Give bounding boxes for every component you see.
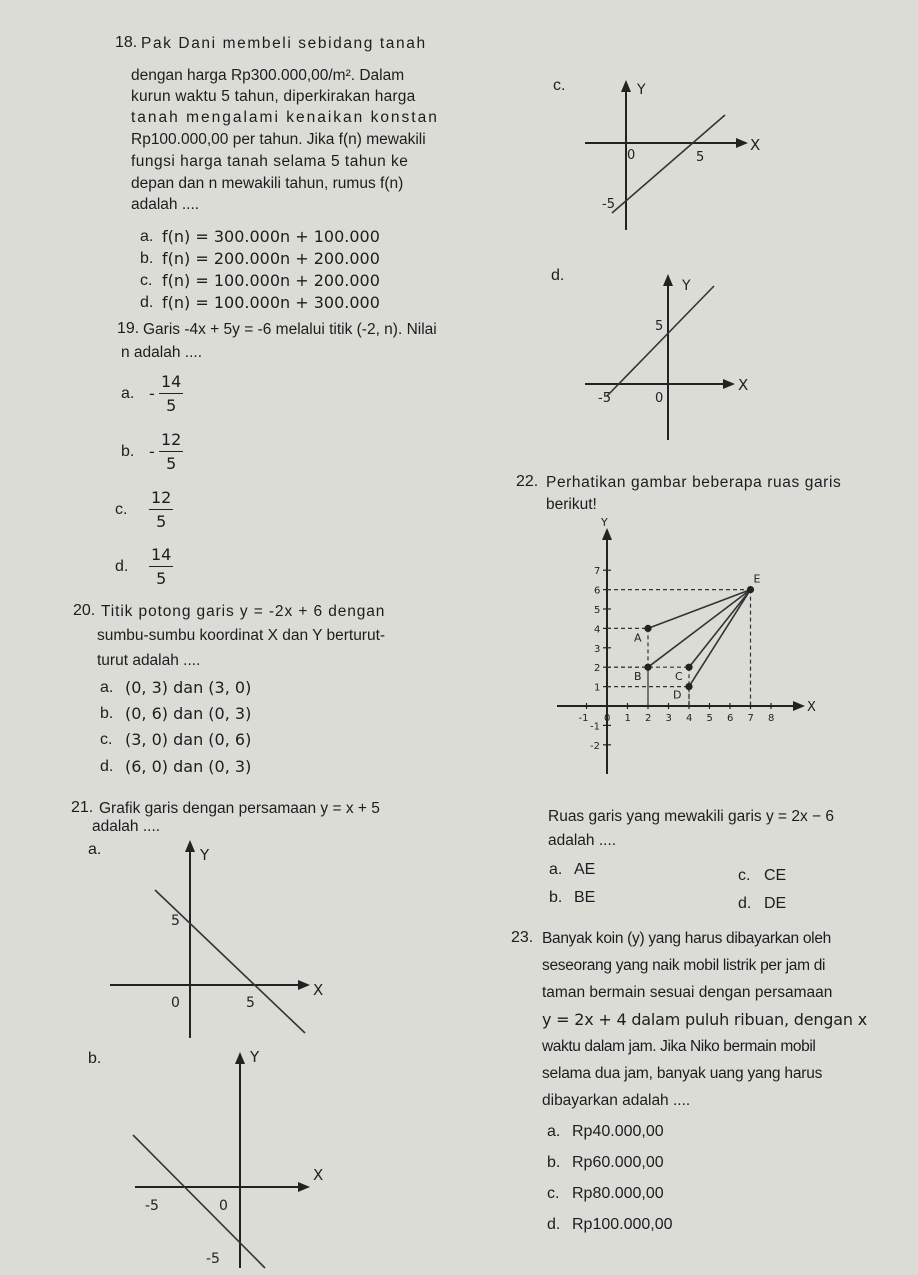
q18-option-d-text: f(n) = 100.000n + 300.000 [162, 293, 380, 312]
tick-x-value: 5 [696, 150, 705, 165]
q19-option-b-den: 5 [166, 454, 177, 473]
q19-option-b-fraction [159, 430, 183, 473]
q20-option-c-text: (3, 0) dan (0, 6) [125, 730, 252, 749]
tick-origin: 0 [627, 148, 636, 163]
q18-option-c-text: f(n) = 100.000n + 200.000 [162, 271, 380, 290]
tick-y-value: 5 [655, 319, 664, 334]
q22-number: 22. [516, 473, 539, 490]
x-tick-label: -1 [578, 713, 589, 724]
point-e [747, 586, 754, 593]
graph-line [155, 890, 305, 1033]
q21-line-2: adalah .... [92, 818, 161, 835]
y-tick-label: 2 [594, 663, 601, 675]
q22-option-b-label[interactable]: b. [549, 889, 563, 906]
q22-option-a-label[interactable]: a. [549, 861, 563, 878]
points [634, 573, 761, 702]
y-axis-arrow [185, 840, 195, 852]
q19-option-c-label[interactable]: c. [115, 501, 128, 518]
tick-y-value: 5 [171, 913, 180, 929]
q18-line-3: kurun waktu 5 tahun, diperkirakan harga [131, 88, 416, 105]
q20-option-d-label[interactable]: d. [100, 758, 114, 775]
q18-line-4: tanah mengalami kenaikan konstan [131, 109, 439, 126]
q19-option-d-fraction [149, 545, 173, 588]
y-tick-label: 7 [594, 566, 601, 578]
y-axis-arrow [235, 1052, 245, 1064]
q19-option-b-label[interactable]: b. [121, 443, 135, 460]
q20-number: 20. [73, 602, 96, 619]
tick-x-value: -5 [145, 1198, 159, 1214]
q23-option-c-label[interactable]: c. [547, 1185, 560, 1202]
q23-line-2: seseorang yang naik mobil listrik per jam di [542, 957, 826, 974]
q23-option-a-text: Rp40.000,00 [572, 1123, 664, 1140]
q19-number: 19. [117, 320, 140, 337]
q21-option-c-graph [570, 70, 780, 235]
q18-option-c-label[interactable]: c. [140, 272, 153, 289]
q19-option-c-den: 5 [156, 512, 167, 531]
tick-y-value: -5 [206, 1251, 220, 1267]
q21-option-d-graph [580, 262, 760, 442]
q19-option-d-den: 5 [156, 569, 167, 588]
q20-option-d-text: (6, 0) dan (0, 3) [125, 757, 252, 776]
q23-option-d-text: Rp100.000,00 [572, 1216, 673, 1233]
q23-line-1: Banyak koin (y) yang harus dibayarkan oleh [542, 930, 831, 947]
tick-x-value: 5 [246, 995, 255, 1011]
q18-option-b-label[interactable]: b. [140, 250, 154, 267]
q22-line-1: Perhatikan gambar beberapa ruas garis [546, 474, 842, 491]
tick-x-value: -5 [598, 391, 611, 406]
x-tick-label: 6 [727, 713, 734, 724]
x-tick-label: 7 [747, 713, 754, 724]
y-axis-label: Y [637, 82, 646, 98]
x-axis-arrow [723, 379, 735, 389]
q23-option-d-label[interactable]: d. [547, 1216, 561, 1233]
q22-line-2: berikut! [546, 496, 597, 513]
q19-option-a-label[interactable]: a. [121, 385, 135, 402]
q19-option-c-fraction [149, 488, 173, 531]
y-tick-label: -1 [590, 721, 600, 733]
q23-line-4: y = 2x + 4 dalam puluh ribuan, dengan x [542, 1010, 867, 1029]
tick-origin: 0 [655, 391, 664, 406]
q19-option-b-sign: - [149, 442, 155, 461]
q22-question-line-1: Ruas garis yang mewakili garis y = 2x − 6 [548, 808, 835, 825]
q19-option-a-den: 5 [166, 396, 177, 415]
y-axis-label: Y [682, 278, 691, 294]
x-tick-label: 4 [686, 713, 693, 724]
q22-question-line-2: adalah .... [548, 832, 617, 849]
point-label-d: D [673, 688, 682, 702]
graph-line [612, 115, 725, 213]
q20-line-3: turut adalah .... [97, 652, 201, 669]
q19-option-a-sign: - [149, 384, 155, 403]
x-axis-label: X [750, 136, 761, 154]
y-axis-label: Y [200, 846, 210, 864]
point-label-b: B [634, 670, 642, 684]
x-tick-label: 8 [768, 713, 775, 724]
q22-option-d-text: DE [764, 895, 787, 912]
y-tick-label: 6 [594, 585, 601, 597]
y-tick-label: -2 [590, 740, 600, 752]
y-axis-arrow [621, 80, 631, 92]
q19-option-a-num: 14 [159, 372, 183, 394]
segments [648, 590, 751, 687]
x-tick-label: 5 [706, 713, 713, 724]
q19-option-c-num: 12 [149, 488, 173, 510]
point-label-a: A [634, 631, 642, 645]
q20-option-b-label[interactable]: b. [100, 705, 114, 722]
point-b [644, 664, 651, 671]
q19-option-d-label[interactable]: d. [115, 558, 129, 575]
y-tick-label: 4 [594, 624, 601, 636]
q20-option-c-label[interactable]: c. [100, 731, 113, 748]
q23-option-b-text: Rp60.000,00 [572, 1154, 664, 1171]
q21-option-c-label[interactable]: c. [553, 77, 566, 94]
q23-line-6: selama dua jam, banyak uang yang harus [542, 1065, 823, 1082]
q18-number: 18. [115, 34, 138, 51]
tick-y-value: -5 [602, 197, 615, 212]
y-axis-label: Y [250, 1048, 260, 1066]
q21-number: 21. [71, 799, 94, 816]
q20-line-2: sumbu-sumbu koordinat X dan Y berturut- [97, 627, 386, 644]
q19-option-a-fraction [159, 372, 183, 415]
q23-option-b-label[interactable]: b. [547, 1154, 561, 1171]
point-c [685, 664, 692, 671]
point-a [644, 625, 651, 632]
segment-be [648, 590, 751, 668]
q21-option-b-label[interactable]: b. [88, 1050, 102, 1067]
y-axis-arrow [602, 528, 612, 540]
point-label-c: C [675, 670, 683, 684]
x-axis-label: X [313, 1166, 324, 1184]
q22-option-d-label[interactable]: d. [738, 895, 752, 912]
q21-option-d-label[interactable]: d. [551, 267, 565, 284]
q20-option-a-text: (0, 3) dan (3, 0) [125, 678, 252, 697]
x-axis-label: X [738, 376, 749, 394]
point-d [685, 683, 692, 690]
q18-line-1: Pak Dani membeli sebidang tanah [141, 35, 427, 52]
y-axis-label: Y [601, 516, 608, 529]
q23-line-5: waktu dalam jam. Jika Niko bermain mobil [542, 1038, 816, 1055]
q19-option-d-num: 14 [149, 545, 173, 567]
graph-line [607, 286, 714, 396]
y-tick-label: 1 [594, 682, 601, 694]
segment-de [689, 590, 751, 687]
x-tick-label: 0 [604, 713, 611, 724]
point-label-e: E [753, 572, 761, 586]
y-tick-label: 3 [594, 643, 601, 655]
x-axis-label: X [313, 981, 324, 999]
q18-option-b-text: f(n) = 200.000n + 200.000 [162, 249, 380, 268]
x-tick-label: 3 [665, 713, 672, 724]
x-axis-arrow [793, 701, 805, 711]
q23-option-c-text: Rp80.000,00 [572, 1185, 664, 1202]
tick-origin: 0 [171, 995, 180, 1011]
x-axis-arrow [298, 1182, 310, 1192]
q19-line-1: Garis -4x + 5y = -6 melalui titik (-2, n). Nilai [143, 321, 437, 338]
x-tick-label: 2 [645, 713, 652, 724]
x-axis-label: X [807, 700, 816, 715]
q22-option-b-text: BE [574, 889, 596, 906]
q18-line-2: dengan harga Rp300.000,00/m². Dalam [131, 67, 405, 84]
q21-option-a-label[interactable]: a. [88, 841, 102, 858]
q20-option-b-text: (0, 6) dan (0, 3) [125, 704, 252, 723]
q18-line-8: adalah .... [131, 196, 200, 213]
y-axis-arrow [663, 274, 673, 286]
q22-option-c-text: CE [764, 867, 787, 884]
x-axis-arrow [298, 980, 310, 990]
q18-line-6: fungsi harga tanah selama 5 tahun ke [131, 153, 409, 170]
q21-option-a-graph [95, 830, 355, 1040]
q18-line-7: depan dan n mewakili tahun, rumus f(n) [131, 175, 404, 192]
q18-option-d-label[interactable]: d. [140, 294, 154, 311]
q18-option-a-text: f(n) = 300.000n + 100.000 [162, 227, 380, 246]
x-tick-label: 1 [624, 713, 631, 724]
q22-option-a-text: AE [574, 861, 596, 878]
q20-option-a-label[interactable]: a. [100, 679, 114, 696]
y-tick-label: 5 [594, 605, 601, 616]
x-axis-arrow [736, 138, 748, 148]
q22-graph [555, 512, 830, 777]
q23-number: 23. [511, 929, 534, 946]
q23-option-a-label[interactable]: a. [547, 1123, 561, 1140]
q21-option-b-graph [95, 1040, 355, 1270]
q19-line-2: n adalah .... [121, 344, 203, 361]
tick-origin: 0 [219, 1198, 228, 1214]
q22-option-c-label[interactable]: c. [738, 867, 751, 884]
q23-line-3: taman bermain sesuai dengan persamaan [542, 984, 833, 1001]
q18-option-a-label[interactable]: a. [140, 228, 154, 245]
q23-line-7: dibayarkan adalah .... [542, 1092, 691, 1109]
q18-line-5: Rp100.000,00 per tahun. Jika f(n) mewakili [131, 131, 426, 148]
q21-line-1: Grafik garis dengan persamaan y = x + 5 [99, 800, 380, 817]
q19-option-b-num: 12 [159, 430, 183, 452]
q20-line-1: Titik potong garis y = -2x + 6 dengan [101, 603, 386, 620]
